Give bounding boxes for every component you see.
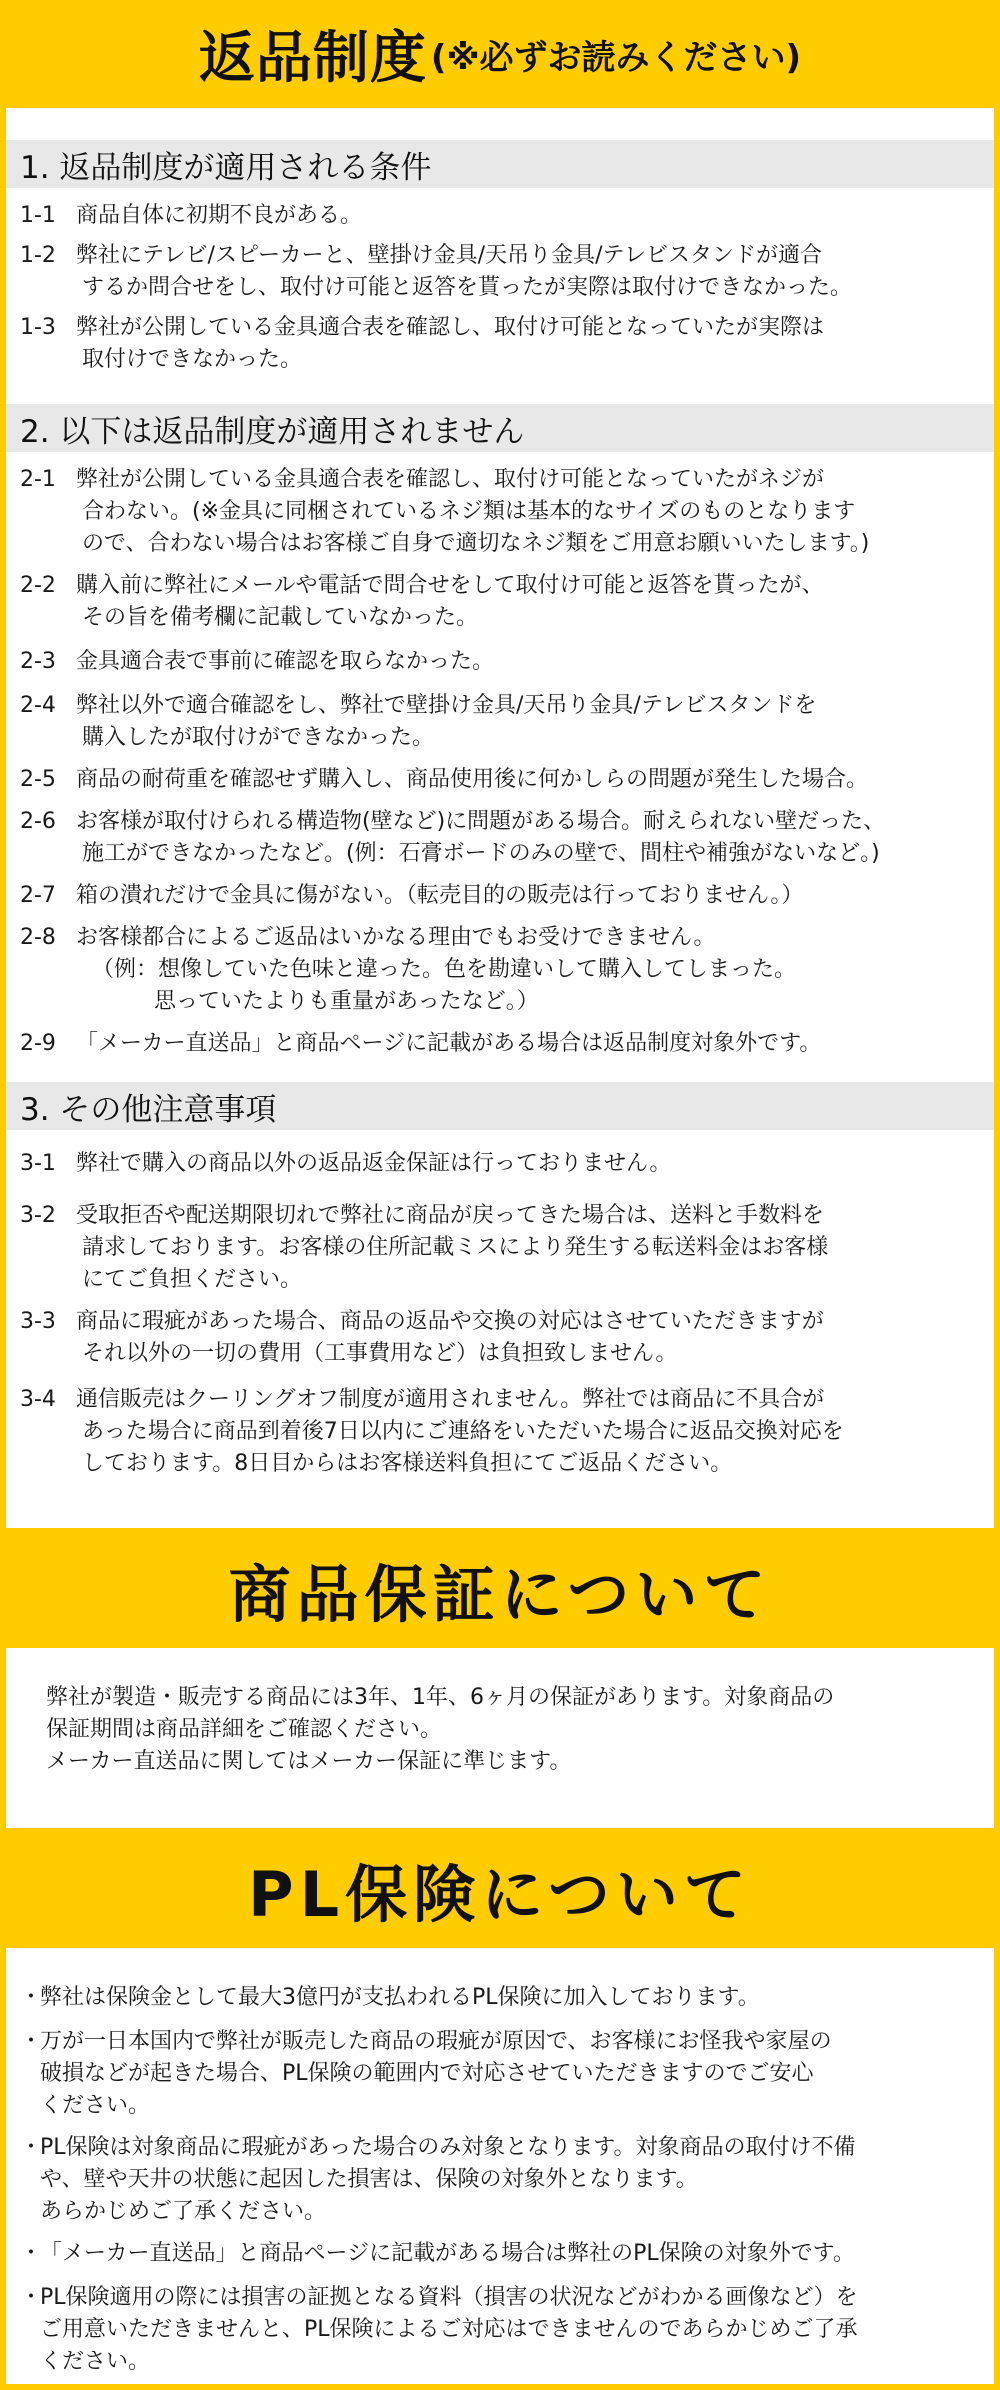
pl-text: PL保険は対象商品に瑕疵があった場合のみ対象となります。対象商品の取付け不備 <box>40 2135 856 2160</box>
item-number: 3-1 <box>20 1151 56 1176</box>
list-item-2-2 <box>20 570 990 634</box>
pl-list-item-3 <box>20 2132 990 2228</box>
item-text: するか問合せをし、取付け可能と返答を貰ったが実際は取付けできなかった。 <box>82 275 853 300</box>
item-number: 3-3 <box>20 1309 56 1334</box>
item-number: 2-4 <box>20 693 56 718</box>
item-number: 1-3 <box>20 315 56 340</box>
item-number: 2-2 <box>20 573 56 598</box>
pl-text: ください。 <box>40 2093 151 2118</box>
list-item-2-1 <box>20 464 990 560</box>
item-number: 2-7 <box>20 883 56 908</box>
warranty-text <box>46 1682 966 1778</box>
pl-list-item-5 <box>20 2282 990 2378</box>
pl-title: PL保険について <box>248 1857 752 1931</box>
item-number: 3-4 <box>20 1387 56 1412</box>
item-text: 金具適合表で事前に確認を取らなかった。 <box>76 649 495 674</box>
list-item-2-5 <box>20 764 990 796</box>
item-text: その旨を備考欄に記載していなかった。 <box>82 605 479 630</box>
returns-title-banner <box>0 0 1000 108</box>
list-item-2-7 <box>20 880 990 912</box>
bullet-mark: ・ <box>20 1985 43 2010</box>
warranty-line: メーカー直送品に関してはメーカー保証に準じます。 <box>46 1749 572 1774</box>
item-text: 合わない。(※金具に同梱されているネジ類は基本的なサイズのものとなります <box>82 499 856 524</box>
list-item-3-2 <box>20 1200 990 1296</box>
item-text: あった場合に商品到着後7日以内にご連絡をいただいた場合に返品交換対応を <box>82 1419 844 1444</box>
item-number: 3-2 <box>20 1203 56 1228</box>
item-number: 2-1 <box>20 467 56 492</box>
returns-title: 返品制度 <box>198 26 427 91</box>
item-text: 弊社以外で適合確認をし、弊社で壁掛け金具/天吊り金具/テレビスタンドを <box>76 693 817 718</box>
returns-panel <box>6 108 994 1528</box>
list-item-1-3 <box>20 312 990 376</box>
item-text: 受取拒否や配送期限切れで弊社に商品が戻ってきた場合は、送料と手数料を <box>76 1203 825 1228</box>
pl-list-item-2 <box>20 2026 990 2122</box>
list-item-1-2 <box>20 240 990 304</box>
bullet-mark: ・ <box>20 2241 43 2266</box>
item-text: 弊社で購入の商品以外の返品返金保証は行っておりません。 <box>76 1151 672 1176</box>
item-text: 弊社が公開している金具適合表を確認し、取付け可能となっていたがネジが <box>76 467 825 492</box>
list-item-1-1 <box>20 200 990 232</box>
item-number: 2-3 <box>20 649 56 674</box>
pl-text: あらかじめご了承ください。 <box>40 2199 327 2224</box>
section-heading-2: 2. 以下は返品制度が適用されません <box>6 404 994 452</box>
pl-list-item-4 <box>20 2238 990 2270</box>
item-text: 箱の潰れだけで金具に傷がない。（転売目的の販売は行っておりません。） <box>76 883 804 908</box>
item-text: 通信販売はクーリングオフ制度が適用されません。弊社では商品に不具合が <box>76 1387 825 1412</box>
list-item-3-3 <box>20 1306 990 1370</box>
warranty-title-banner <box>0 1530 1000 1648</box>
pl-text: 弊社は保険金として最大3億円が支払われるPL保険に加入しております。 <box>40 1985 760 2010</box>
pl-text: PL保険適用の際には損害の証拠となる資料（損害の状況などがわかる画像など）を <box>40 2285 858 2310</box>
pl-text: 万が一日本国内で弊社が販売した商品の瑕疵が原因で、お客様にお怪我や家屋の <box>40 2029 832 2054</box>
item-text: 購入したが取付けができなかった。 <box>82 725 435 750</box>
item-text: お客様が取付けられる構造物(壁など)に問題がある場合。耐えられない壁だった、 <box>76 809 886 834</box>
item-text: 取付けできなかった。 <box>82 347 303 372</box>
item-number: 2-9 <box>20 1031 56 1056</box>
section-heading-1: 1. 返品制度が適用される条件 <box>6 140 994 188</box>
pl-panel <box>6 1948 994 2384</box>
item-text: 施工ができなかったなど。(例：石膏ボードのみの壁で、間柱や補強がないなど。) <box>82 841 880 866</box>
bullet-mark: ・ <box>20 2029 43 2054</box>
item-text: 思っていたよりも重量があったなど。） <box>154 989 539 1014</box>
warranty-line: 弊社が製造・販売する商品には3年、1年、6ヶ月の保証があります。対象商品の <box>46 1685 835 1710</box>
warranty-panel <box>6 1648 994 1828</box>
list-item-3-4 <box>20 1384 990 1480</box>
item-text: 弊社にテレビ/スピーカーと、壁掛け金具/天吊り金具/テレビスタンドが適合 <box>76 243 823 268</box>
pl-title-banner <box>0 1830 1000 1948</box>
bullet-mark: ・ <box>20 2285 43 2310</box>
pl-text: ご用意いただきませんと、PL保険によるご対応はできませんのであらかじめご了承 <box>40 2317 858 2342</box>
item-text: ので、合わない場合はお客様ご自身で適切なネジ類をご用意お願いいたします。) <box>82 531 870 556</box>
pl-list-item-1 <box>20 1982 990 2014</box>
pl-text: ください。 <box>40 2349 151 2374</box>
item-text: しております。8日目からはお客様送料負担にてご返品ください。 <box>82 1451 733 1476</box>
item-text: 「メーカー直送品」と商品ページに記載がある場合は返品制度対象外です。 <box>76 1031 822 1056</box>
item-text: 商品に瑕疵があった場合、商品の返品や交換の対応はさせていただきますが <box>76 1309 824 1334</box>
list-item-2-3 <box>20 646 990 678</box>
item-text: 商品自体に初期不良がある。 <box>76 203 363 228</box>
warranty-title: 商品保証について <box>228 1557 772 1631</box>
list-item-3-1 <box>20 1148 990 1180</box>
item-text: お客様都合によるご返品はいかなる理由でもお受けできません。 <box>76 925 716 950</box>
list-item-2-8 <box>20 922 990 1018</box>
pl-text: 破損などが起きた場合、PL保険の範囲内で対応させていただきますのでご安心 <box>40 2061 814 2086</box>
item-text: 弊社が公開している金具適合表を確認し、取付け可能となっていたが実際は <box>76 315 825 340</box>
item-number: 1-1 <box>20 203 56 228</box>
list-item-2-6 <box>20 806 990 870</box>
item-text: 商品の耐荷重を確認せず購入し、商品使用後に何かしらの問題が発生した場合。 <box>76 767 869 792</box>
item-number: 1-2 <box>20 243 56 268</box>
pl-text: 「メーカー直送品」と商品ページに記載がある場合は弊社のPL保険の対象外です。 <box>40 2241 855 2266</box>
item-number: 2-8 <box>20 925 56 950</box>
item-text: （例：想像していた色味と違った。色を勘違いして購入してしまった。 <box>92 957 797 982</box>
bullet-mark: ・ <box>20 2135 43 2160</box>
returns-title-note: (※必ずお読みください) <box>430 37 802 78</box>
item-text: 請求しております。お客様の住所記載ミスにより発生する転送料金はお客様 <box>82 1235 829 1260</box>
item-text: それ以外の一切の費用（工事費用など）は負担致しません。 <box>82 1341 678 1366</box>
section-heading-3: 3. その他注意事項 <box>6 1082 994 1130</box>
item-number: 2-5 <box>20 767 56 792</box>
list-item-2-4 <box>20 690 990 754</box>
item-number: 2-6 <box>20 809 56 834</box>
item-text: にてご負担ください。 <box>82 1267 303 1292</box>
list-item-2-9 <box>20 1028 990 1060</box>
pl-text: や、壁や天井の状態に起因した損害は、保険の対象外となります。 <box>40 2167 698 2192</box>
warranty-line: 保証期間は商品詳細をご確認ください。 <box>46 1717 443 1742</box>
item-text: 購入前に弊社にメールや電話で問合せをして取付け可能と返答を貰ったが、 <box>76 573 824 598</box>
